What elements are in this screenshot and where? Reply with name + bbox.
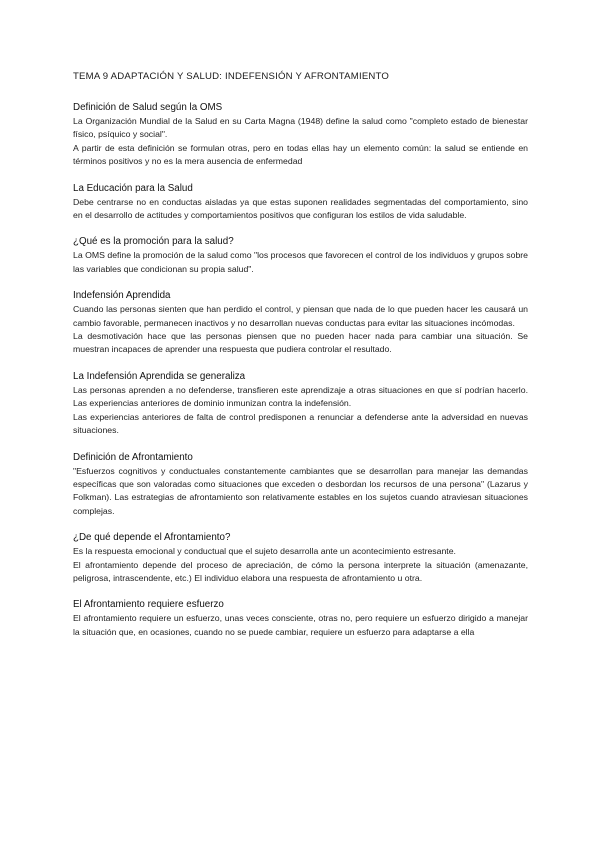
section-heading: La Indefensión Aprendida se generaliza	[73, 370, 246, 382]
section-paragraph: Las personas aprenden a no defenderse, transfieren este aprendizaje a otras situaciones en que sí podrían hacerlo. Las experiencias anteriores de dominio inmunizan contra la indefensión.	[73, 384, 528, 409]
section-paragraph: El afrontamiento requiere un esfuerzo, unas veces consciente, otras no, pero requiere un esfuerzo dirigido a manejar la situación que, en ocasiones, cuando no se puede cambiar, requiere un esfuerzo para adaptarse a ella	[73, 613, 528, 637]
section-heading: Definición de Salud según la OMS	[73, 102, 223, 113]
section-paragraph: La OMS define la promoción de la salud como "los procesos que favorecen el control de los individuos y grupos sobre las variables que condicionan su propia salud".	[73, 250, 528, 274]
section-indefension-aprendida	[73, 289, 528, 357]
section-afrontamiento-esfuerzo	[73, 598, 528, 639]
section-heading: Definición de Afrontamiento	[73, 451, 193, 463]
section-heading: ¿De qué depende el Afrontamiento?	[73, 532, 231, 544]
section-paragraph: La desmotivación hace que las personas piensen que no pueden hacer nada para cambiar una situación. Se muestran incapaces de aprender una respuesta que pudiera controlar el resultado.	[73, 331, 528, 355]
section-heading: El Afrontamiento requiere esfuerzo	[73, 599, 224, 611]
document-title: TEMA 9 ADAPTACIÓN Y SALUD: INDEFENSIÓN Y AFRONTAMIENTO	[73, 71, 390, 82]
section-paragraph: El afrontamiento depende del proceso de apreciación, de cómo la persona interprete la situación (amenazante, peligrosa, intrascendente, etc.) El individuo elabora una respuesta de afrontamiento u otra.	[73, 559, 528, 583]
section-definicion-afrontamiento	[73, 451, 528, 519]
section-promocion-salud	[73, 235, 528, 276]
section-educacion-salud	[73, 182, 528, 223]
section-heading: La Educación para la Salud	[73, 182, 193, 194]
section-paragraph: "Esfuerzos cognitivos y conductuales constantemente cambiantes que se desarrollan para manejar las demandas específicas que son valoradas como situaciones que exceden o desbordan los recursos de una persona" (Lazarus y Folkman). Las estrategias de afrontamiento son relativamente estables en los sujetos cuando atraviesan situaciones complejas.	[73, 465, 528, 516]
section-depende-afrontamiento	[73, 531, 528, 585]
section-salud-oms	[73, 101, 528, 169]
section-heading: ¿Qué es la promoción para la salud?	[73, 236, 234, 248]
section-paragraph: Cuando las personas sienten que han perdido el control, y piensan que nada de lo que pueden hacer les causará un cambio favorable, permanecen inactivos y no desarrollan nuevas conductas para evitar las situaciones incómodas.	[73, 304, 528, 328]
section-paragraph: Debe centrarse no en conductas aisladas ya que estas suponen realidades segmentadas del comportamiento, sino en el desarrollo de actitudes y comportamientos positivos que configuran los estilos de vida saludable.	[73, 196, 528, 221]
section-paragraph: Es la respuesta emocional y conductual que el sujeto desarrolla ante un acontecimiento estresante.	[73, 546, 456, 557]
section-paragraph: A partir de esta definición se formulan otras, pero en todas ellas hay un elemento común: la salud se entiende en términos positivos y no es la mera ausencia de enfermedad	[73, 142, 528, 167]
section-heading: Indefensión Aprendida	[73, 290, 171, 302]
section-paragraph: La Organización Mundial de la Salud en su Carta Magna (1948) define la salud como "completo estado de bienestar físico, psíquico y social".	[73, 116, 528, 140]
section-paragraph: Las experiencias anteriores de falta de control predisponen a renunciar a defenderse ante la adversidad en nuevas situaciones.	[73, 411, 528, 436]
section-indefension-generaliza	[73, 370, 528, 438]
